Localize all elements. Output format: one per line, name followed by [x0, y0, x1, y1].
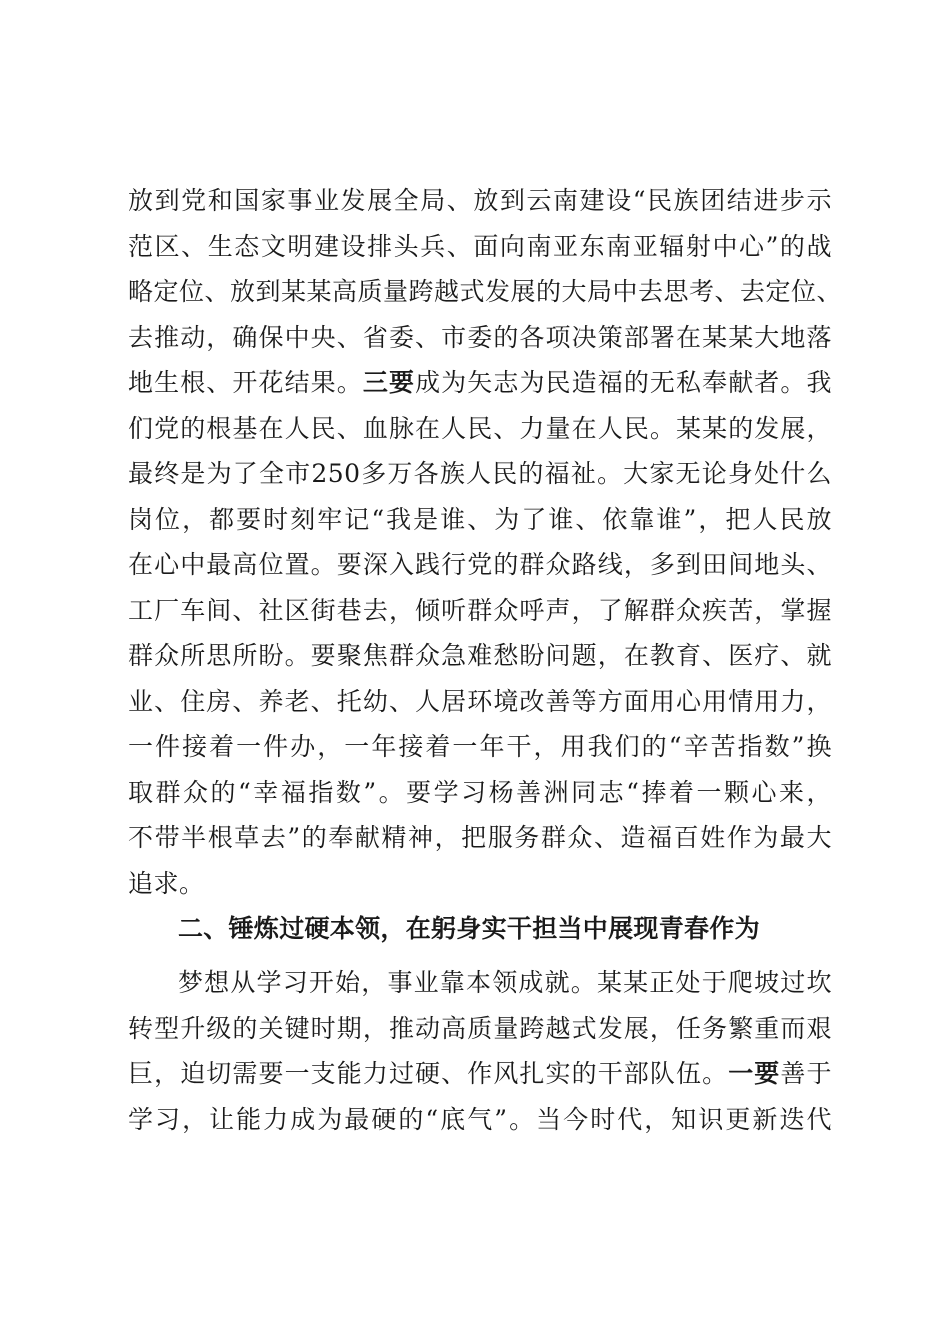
paragraph-service-people [128, 178, 843, 906]
text-line [128, 360, 832, 406]
text-line: 范区、生态文明建设排头兵、面向南亚东南亚辐射中心”的战 [128, 231, 832, 261]
text-line: 放到党和国家事业发展全局、放到云南建设“民族团结进步示 [128, 186, 832, 215]
text-line: 追求。 [128, 868, 205, 898]
text-line: 梦想从学习开始，事业靠本领成就。某某正处于爬坡过坎 [178, 968, 832, 997]
text-line: 去推动，确保中央、省委、市委的各项决策部署在某某大地落 [128, 322, 832, 352]
text-line: 在心中最高位置。要深入践行党的群众路线，多到田间地头、 [128, 550, 832, 579]
text-line: 学习，让能力成为最硬的“底气”。当今时代，知识更新迭代 [128, 1104, 832, 1134]
text-line: 工厂车间、社区街巷去，倾听群众呼声，了解群众疾苦，掌握 [128, 595, 832, 625]
text-line: 取群众的“幸福指数”。要学习杨善洲同志“捧着一颗心来， [128, 777, 832, 807]
text-run: 善于 [780, 1059, 832, 1088]
text-line: 转型升级的关键时期，推动高质量跨越式发展，任务繁重而艰 [128, 1013, 832, 1043]
text-line: 一件接着一件办，一年接着一年干，用我们的“辛苦指数”换 [128, 732, 832, 761]
text-line: 们党的根基在人民、血脉在人民、力量在人民。某某的发展， [128, 413, 832, 443]
text-line [128, 1051, 832, 1097]
emphasis-yi-yao: 一要 [728, 1059, 781, 1088]
text-line: 最终是为了全市250多万各族人民的福祉。大家无论身处什么 [128, 459, 832, 488]
text-line: 略定位、放到某某高质量跨越式发展的大局中去思考、去定位、 [128, 277, 843, 306]
paragraph-study-ability [128, 960, 832, 1142]
text-run: 成为矢志为民造福的无私奉献者。我 [415, 368, 832, 397]
text-line: 业、住房、养老、托幼、人居环境改善等方面用心用情用力， [128, 686, 832, 716]
section-heading-2: 二、锤炼过硬本领，在躬身实干担当中展现青春作为 [178, 914, 760, 943]
text-line: 群众所思所盼。要聚焦群众急难愁盼问题，在教育、医疗、就 [128, 641, 832, 670]
text-line: 不带半根草去”的奉献精神，把服务群众、造福百姓作为最大 [128, 823, 832, 852]
text-run: 地生根、开花结果。 [128, 368, 363, 397]
text-line: 岗位，都要时刻牢记“我是谁、为了谁、依靠谁”，把人民放 [128, 504, 832, 534]
emphasis-san-yao: 三要 [362, 368, 416, 397]
text-run: 巨，迫切需要一支能力过硬、作风扎实的干部队伍。 [128, 1059, 729, 1088]
